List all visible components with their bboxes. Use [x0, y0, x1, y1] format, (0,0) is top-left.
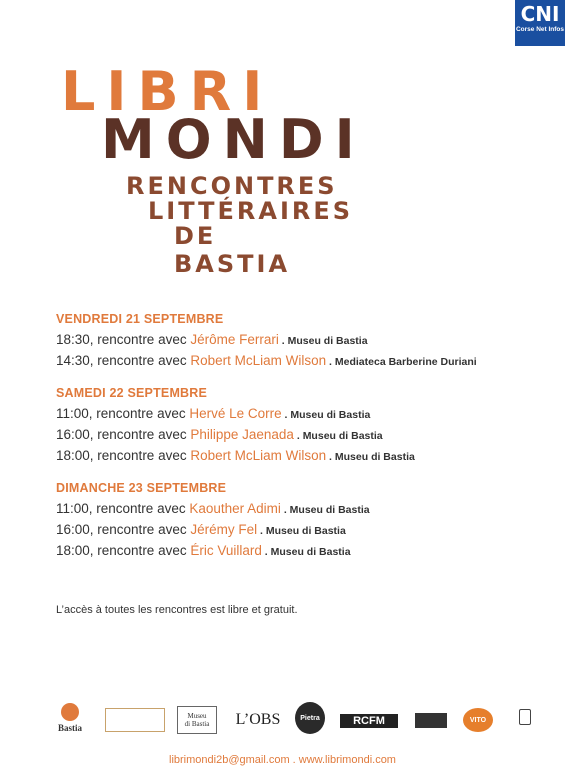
- day-title: DIMANCHE 23 SEPTEMBRE: [56, 481, 227, 495]
- museu-label: Museu: [187, 712, 207, 720]
- event-author: Jérémy Fel: [190, 522, 258, 537]
- sjm-logo: [415, 713, 447, 728]
- museu-label-2: di Bastia: [184, 720, 210, 728]
- museu-di-bastia-logo: [177, 706, 217, 734]
- schedule: [56, 312, 556, 576]
- event-time: 18:00, rencontre avec: [56, 543, 191, 558]
- event-time: 18:30, rencontre avec: [56, 332, 191, 347]
- event-line: [56, 520, 556, 541]
- event-time: 16:00, rencontre avec: [56, 427, 191, 442]
- event-line: [56, 425, 556, 446]
- event-venue: . Museu di Bastia: [257, 525, 346, 537]
- pietra-logo: Pietra: [295, 702, 325, 734]
- event-venue: . Museu di Bastia: [326, 451, 415, 463]
- badge-subtitle: Corse Net Infos: [515, 26, 565, 33]
- event-line: [56, 499, 556, 520]
- event-line: [56, 446, 556, 467]
- event-venue: . Museu di Bastia: [261, 546, 351, 558]
- event-author: Robert McLiam Wilson: [190, 353, 327, 368]
- event-line: [56, 351, 556, 372]
- event-author: Kaouther Adimi: [189, 501, 281, 516]
- event-line: [56, 330, 556, 351]
- logo-line-2: MONDI: [101, 108, 366, 171]
- event-time: 16:00, rencontre avec: [56, 522, 191, 537]
- event-line: [56, 404, 556, 425]
- event-author: Robert McLiam Wilson: [190, 448, 327, 463]
- event-time: 18:00, rencontre avec: [56, 448, 191, 463]
- cni-badge: [515, 0, 565, 46]
- event-time: 11:00, rencontre avec: [56, 501, 190, 516]
- event-venue: . Museu di Bastia: [281, 409, 371, 421]
- lobs-logo: L’OBS: [235, 711, 281, 728]
- event-time: 14:30, rencontre avec: [56, 353, 191, 368]
- day-block: [56, 481, 556, 562]
- crest-icon: [519, 709, 531, 725]
- event-venue: . Museu di Bastia: [293, 430, 383, 442]
- day-title: SAMEDI 22 SEPTEMBRE: [56, 386, 208, 400]
- event-line: [56, 541, 556, 562]
- vito-logo: VITO: [463, 708, 493, 732]
- contact-line[interactable]: librimondi2b@gmail.com . www.librimondi.com: [169, 754, 396, 766]
- logo-line-5: DE BASTIA: [174, 222, 291, 278]
- event-venue: . Museu di Bastia: [280, 504, 370, 516]
- logo-line-1: LIBRI: [61, 60, 274, 123]
- event-author: Hervé Le Corre: [189, 406, 282, 421]
- event-author: Philippe Jaenada: [190, 427, 294, 442]
- free-entry-note: L’accès à toutes les rencontres est libre et gratuit.: [56, 604, 298, 616]
- event-venue: . Museu di Bastia: [278, 335, 368, 347]
- rcfm-logo: RCFM: [340, 714, 398, 728]
- domaine-logo: [510, 700, 540, 736]
- flower-icon: [61, 703, 79, 721]
- event-author: Jérôme Ferrari: [190, 332, 279, 347]
- bastia-logo: [55, 700, 85, 736]
- logo-line-3: RENCONTRES: [126, 172, 338, 200]
- day-block: [56, 312, 556, 372]
- event-author: Éric Vuillard: [190, 543, 262, 558]
- event-venue: . Mediateca Barberine Duriani: [326, 356, 477, 368]
- badge-title: CNI: [520, 2, 560, 26]
- logo-line-4: LITTÉRAIRES: [148, 197, 354, 225]
- sponsor-logos: [50, 700, 550, 738]
- event-time: 11:00, rencontre avec: [56, 406, 190, 421]
- day-title: VENDREDI 21 SEPTEMBRE: [56, 312, 224, 326]
- bastia-label: Bastia: [57, 723, 82, 733]
- collectivite-corse-logo: [105, 708, 165, 732]
- day-block: [56, 386, 556, 467]
